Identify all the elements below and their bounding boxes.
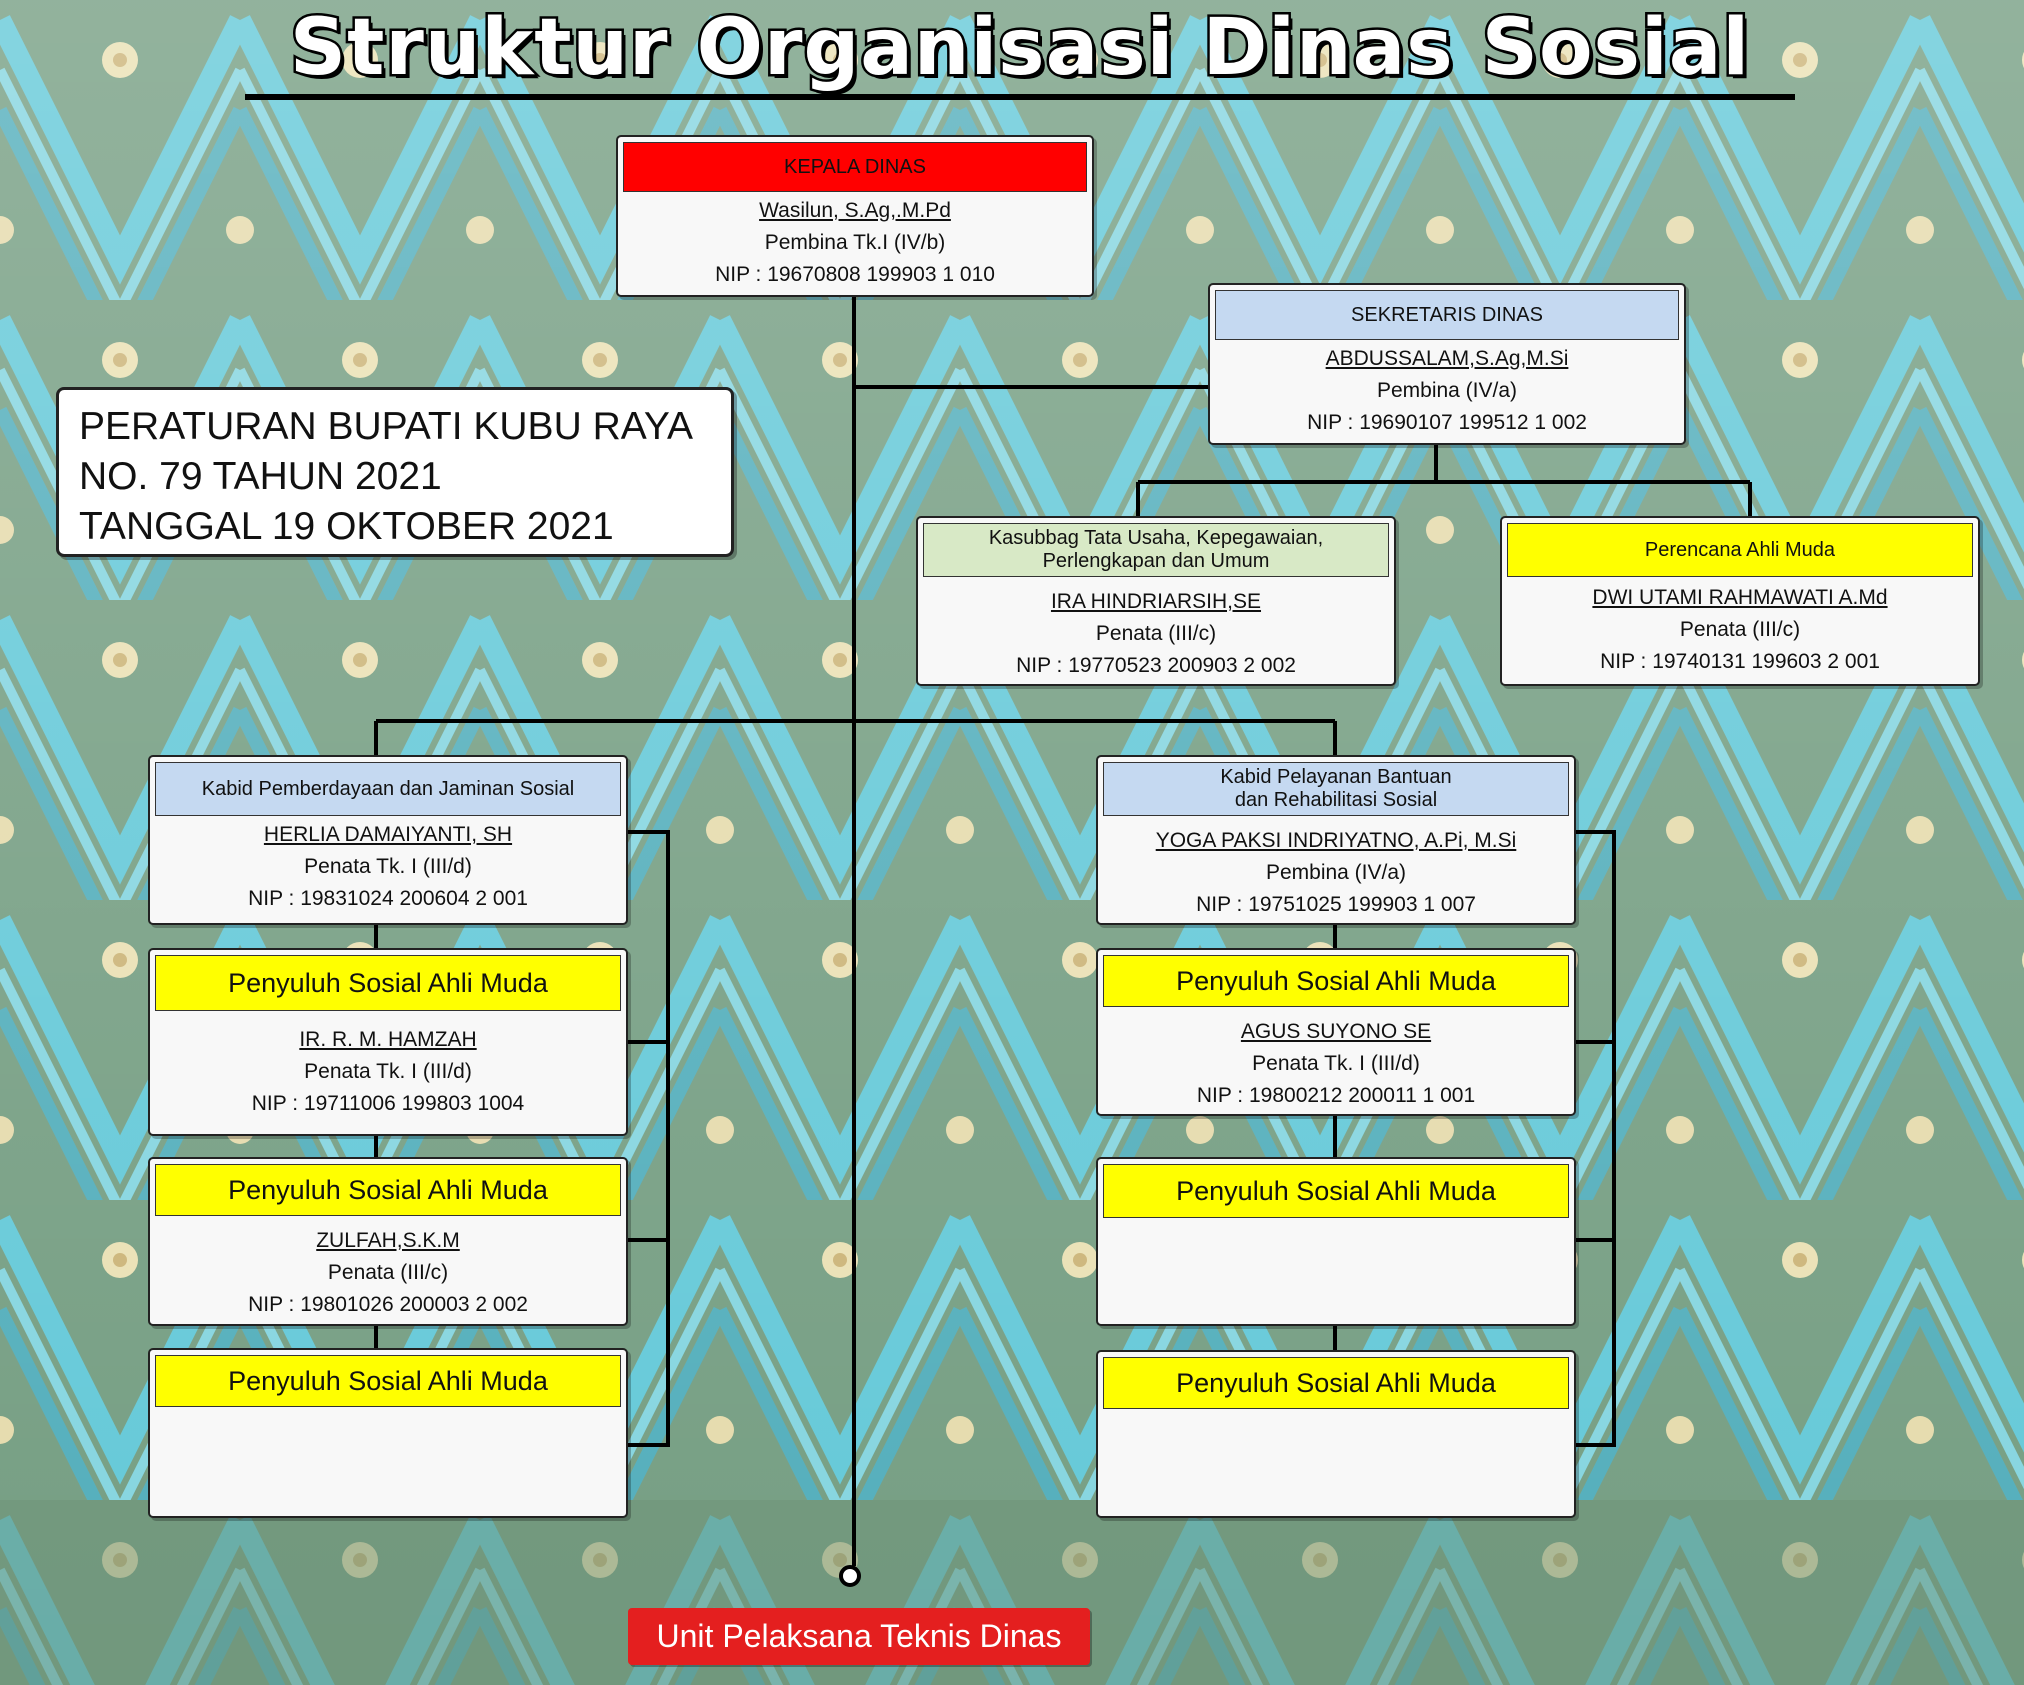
regulation-line1: PERATURAN BUPATI KUBU RAYA [79,405,693,448]
right-penyuluh-box-2 [1096,1157,1576,1326]
kabid-pelayanan-box [1096,755,1576,925]
kepala-dinas-box [616,135,1094,297]
left-penyuluh-2-name: ZULFAH,S.K.M [316,1229,460,1252]
kasubbag-name: IRA HINDRIARSIH,SE [1050,590,1262,613]
left-penyuluh-1-nip: NIP : 19711006 199803 1004 [251,1092,525,1115]
left-penyuluh-1-rank: Penata Tk. I (III/d) [304,1060,472,1083]
kabid-pemberdayaan-box [148,755,628,925]
upt-box: Unit Pelaksana Teknis Dinas [628,1608,1090,1665]
title-underline [245,94,1795,100]
sekretaris-dinas-name: ABDUSSALAM,S.Ag,M.Si [1325,347,1569,370]
kabid-pemberdayaan-name: HERLIA DAMAIYANTI, SH [263,823,513,846]
kabid-pelayanan-rank: Pembina (IV/a) [1265,861,1407,884]
kasubbag-nip: NIP : 19770523 200903 2 002 [1016,654,1296,677]
kepala-dinas-rank: Pembina Tk.I (IV/b) [764,231,946,254]
perencana-nip: NIP : 19740131 199603 2 001 [1600,650,1880,673]
regulation-box [56,387,734,557]
left-penyuluh-1-header: Penyuluh Sosial Ahli Muda [155,955,621,1011]
kasubbag-header-line1: Kasubbag Tata Usaha, Kepegawaian, [988,527,1324,549]
right-penyuluh-2-header: Penyuluh Sosial Ahli Muda [1103,1164,1569,1218]
right-penyuluh-3-header: Penyuluh Sosial Ahli Muda [1103,1357,1569,1409]
kepala-dinas-header: KEPALA DINAS [623,142,1087,192]
kasubbag-box [916,516,1396,686]
regulation-line3: TANGGAL 19 OKTOBER 2021 [79,505,614,548]
right-penyuluh-box-3 [1096,1350,1576,1518]
left-penyuluh-box-3 [148,1348,628,1518]
perencana-header: Perencana Ahli Muda [1507,523,1973,577]
right-penyuluh-1-name: AGUS SUYONO SE [1240,1020,1432,1043]
sekretaris-dinas-box [1208,283,1686,445]
kepala-dinas-name: Wasilun, S.Ag,.M.Pd [759,199,951,222]
perencana-rank: Penata (III/c) [1679,618,1801,641]
right-penyuluh-1-rank: Penata Tk. I (III/d) [1252,1052,1420,1075]
left-penyuluh-1-name: IR. R. M. HAMZAH [299,1028,477,1051]
upt-connector-dot [839,1565,861,1587]
perencana-box [1500,516,1980,686]
perencana-name: DWI UTAMI RAHMAWATI A.Md [1592,586,1888,609]
kepala-dinas-nip: NIP : 19670808 199903 1 010 [715,263,995,286]
regulation-line2: NO. 79 TAHUN 2021 [79,455,442,498]
sekretaris-dinas-rank: Pembina (IV/a) [1376,379,1518,402]
left-penyuluh-2-header: Penyuluh Sosial Ahli Muda [155,1164,621,1216]
chart-title: Struktur Organisasi Dinas Sosial [289,3,1751,93]
left-penyuluh-3-header: Penyuluh Sosial Ahli Muda [155,1355,621,1407]
right-penyuluh-1-nip: NIP : 19800212 200011 1 001 [1196,1084,1476,1107]
kabid-pelayanan-header-line2: dan Rehabilitasi Sosial [1234,789,1438,811]
kabid-pelayanan-nip: NIP : 19751025 199903 1 007 [1196,893,1476,916]
kabid-pemberdayaan-rank: Penata Tk. I (III/d) [304,855,472,878]
right-penyuluh-box-1 [1096,948,1576,1116]
sekretaris-dinas-nip: NIP : 19690107 199512 1 002 [1307,411,1587,434]
right-penyuluh-1-header: Penyuluh Sosial Ahli Muda [1103,955,1569,1007]
kasubbag-rank: Penata (III/c) [1095,622,1217,645]
sekretaris-dinas-header: SEKRETARIS DINAS [1215,290,1679,340]
kabid-pelayanan-header [1103,762,1569,816]
kabid-pelayanan-header-line1: Kabid Pelayanan Bantuan [1220,766,1452,788]
left-penyuluh-box-2 [148,1157,628,1326]
left-penyuluh-box-1 [148,948,628,1136]
kabid-pemberdayaan-header: Kabid Pemberdayaan dan Jaminan Sosial [155,762,621,816]
kabid-pelayanan-name: YOGA PAKSI INDRIYATNO, A.Pi, M.Si [1155,829,1517,852]
kasubbag-header [923,523,1389,577]
left-penyuluh-2-nip: NIP : 19801026 200003 2 002 [248,1293,528,1316]
left-penyuluh-2-rank: Penata (III/c) [327,1261,449,1284]
kabid-pemberdayaan-nip: NIP : 19831024 200604 2 001 [248,887,528,910]
kasubbag-header-line2: Perlengkapan dan Umum [1042,550,1270,572]
